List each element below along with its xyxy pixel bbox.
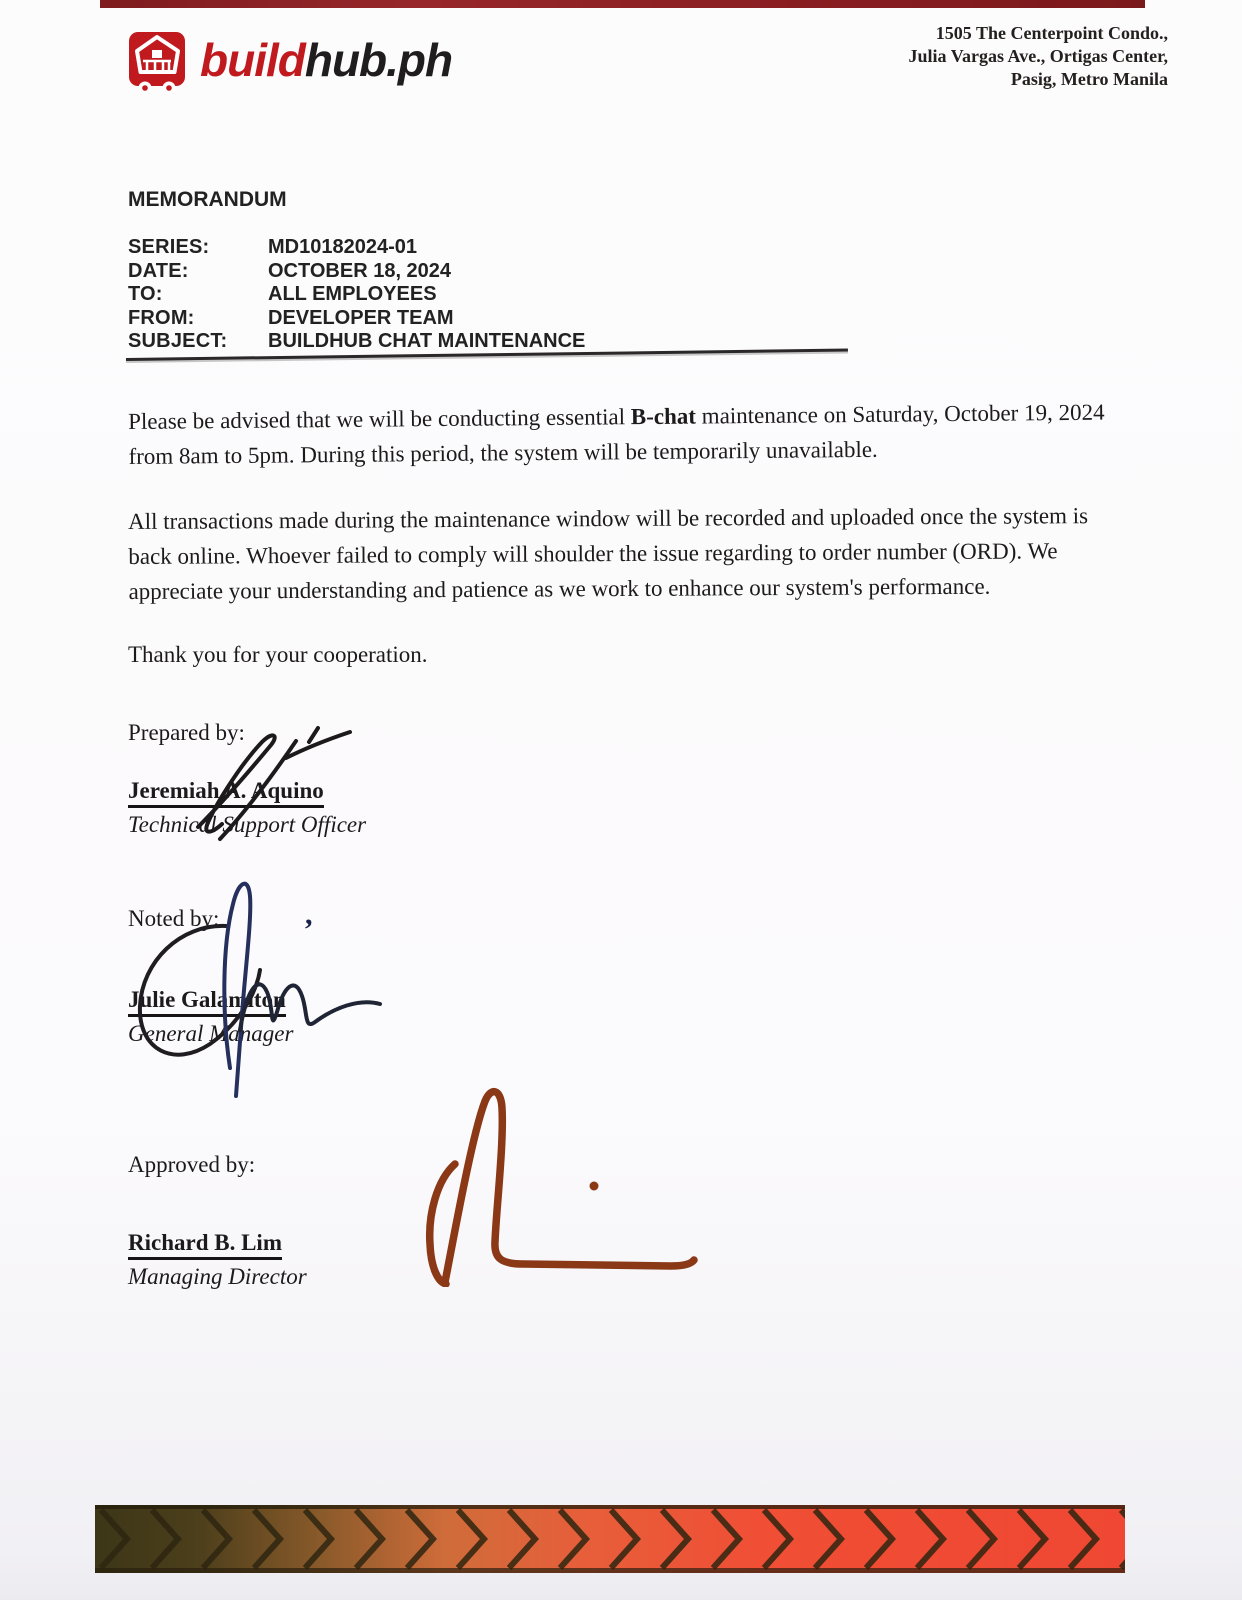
body-paragraph-1 [128,394,1129,474]
scan-cutoff-strip [100,0,1145,8]
signoff-prepared [128,720,366,838]
prepared-by-name: Jeremiah A. Aquino [128,778,324,808]
memo-field-label: DATE: [128,259,189,282]
noted-by-label: Noted by: [128,906,220,931]
logo-text-hubph: hub.ph [304,34,453,86]
address-line-3: Pasig, Metro Manila [1010,69,1168,89]
cart-house-icon [126,28,190,98]
memo-body [128,399,1128,694]
body-paragraph-2: All transactions made during the maintenance window will be recorded and uploaded once the system is back online. Whoever failed to comply will shoulder the issue regarding to order number (ORD). We appreciate your understanding and patience as we work to enhance our system's performance. [128,503,1089,604]
address-line-1: 1505 The Centerpoint Condo., [935,23,1168,43]
logo-wordmark [200,33,452,87]
memo-field-value: BUILDHUB CHAT MAINTENANCE [268,330,586,352]
memo-field-label: FROM: [128,306,195,329]
memo-field-value: MD10182024-01 [268,236,417,258]
memo-field-series [128,236,585,260]
memo-field-from [128,307,585,331]
company-address [909,22,1169,91]
header-divider-bar [95,101,1242,118]
address-line-2: Julia Vargas Ave., Ortigas Center, [908,46,1168,66]
paragraph-text: maintenance on Saturday, October 19, 2024 from 8am to 5pm. During this period, the system will be temporarily unavailable. [128,399,1105,469]
logo-text-build: build [200,34,305,86]
memo-field-to [128,283,585,307]
prepared-by-title: Technical Support Officer [128,812,367,837]
noted-by-name: Julie Galamiton [128,987,286,1017]
noted-by-title: General Manager [128,1021,294,1046]
approved-by-title: Managing Director [128,1264,307,1289]
approved-signature-image [415,1082,705,1287]
body-closing: Thank you for your cooperation. [128,642,428,667]
memo-field-value: DEVELOPER TEAM [268,306,454,329]
memo-field-label: SERIES: [128,236,210,258]
paragraph-bold-text: B-chat [630,403,697,430]
memo-field-subject [128,330,585,354]
memo-field-date [128,260,585,284]
memo-field-label: SUBJECT: [128,330,228,352]
memo-field-value: OCTOBER 18, 2024 [268,259,452,282]
company-logo [126,28,452,98]
memo-title: MEMORANDUM [128,188,287,211]
pen-stray-mark: , [305,898,313,931]
prepared-by-label: Prepared by: [128,720,245,745]
approved-by-name: Richard B. Lim [128,1230,282,1260]
signoff-noted [128,906,293,1047]
footer-chevron-bar [95,1505,1125,1573]
paragraph-text: Please be advised that we will be conducting essential [128,404,631,434]
memo-header-fields [128,236,585,354]
memo-field-value: ALL EMPLOYEES [268,283,437,305]
signoff-approved [128,1152,307,1290]
memo-field-label: TO: [128,283,163,305]
approved-by-label: Approved by: [128,1152,256,1177]
